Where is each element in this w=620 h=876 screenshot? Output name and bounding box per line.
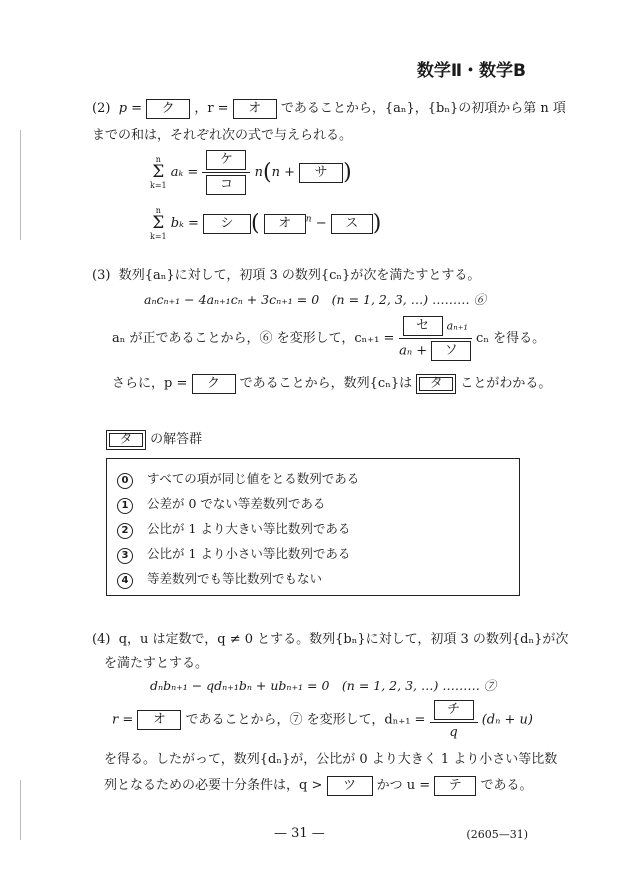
text: q [449, 725, 458, 740]
section-2-line1 [92, 97, 566, 119]
choice-mark: 2 [117, 523, 133, 539]
text: n [254, 165, 263, 180]
section-number: (3) [92, 268, 111, 283]
text: (dₙ + u) [481, 712, 533, 728]
choice-mark: 4 [117, 573, 133, 589]
section-2-line2: までの和は，それぞれ次の式で与えられる。 [92, 128, 353, 143]
answer-box-o[interactable]: オ [264, 214, 306, 234]
sum-a-formula [150, 150, 352, 195]
text: cₙ を得る。 [476, 331, 546, 346]
section-4-line5 [104, 774, 532, 796]
answer-box-ku[interactable]: ク [146, 99, 190, 119]
section-3-line2 [112, 316, 545, 361]
choice-text: 公比が 1 より小さい等比数列である [147, 546, 351, 561]
text: であることから，数列{cₙ}は [239, 376, 413, 391]
choice-item[interactable] [117, 469, 359, 489]
choice-item[interactable] [117, 544, 350, 564]
section-4-line1 [92, 628, 568, 647]
text: である。 [480, 778, 533, 793]
text: ，r = [194, 101, 229, 116]
answer-box-ta[interactable]: タ [416, 374, 456, 394]
left-margin-line [20, 780, 21, 840]
text: であることから，⑦ を変形して，dₙ₊₁ = [185, 712, 426, 728]
answer-box-su[interactable]: ス [331, 214, 373, 234]
fraction [202, 150, 250, 195]
section-3-line3 [112, 372, 551, 394]
choice-text: 公比が 1 より大きい等比数列である [147, 521, 351, 536]
choice-text: 等差数列でも等比数列でもない [147, 571, 323, 586]
answer-box-shi[interactable]: シ [203, 214, 251, 234]
paren: ( [262, 160, 272, 185]
choice-item[interactable] [117, 494, 325, 514]
answer-box-so[interactable]: ソ [431, 341, 471, 361]
text: aₙ + [399, 343, 428, 359]
text: の解答群 [150, 432, 203, 447]
sigma-symbol: n Σ k=1 [150, 155, 167, 190]
text: r = [112, 712, 134, 728]
answer-box-ta: タ [106, 430, 146, 450]
choice-mark: 0 [117, 473, 133, 489]
sum-b-formula [150, 206, 381, 241]
choice-item[interactable] [117, 569, 322, 589]
paren: ( [251, 211, 260, 236]
answer-box-ko[interactable]: コ [206, 175, 246, 195]
section-4-line2: を満たすとする。 [104, 656, 209, 671]
section-3-line1 [92, 264, 480, 283]
answer-box-sa[interactable]: サ [299, 163, 343, 183]
left-margin-line [20, 130, 21, 240]
section-number: (4) [92, 632, 111, 647]
section-number: (2) [92, 101, 111, 116]
answer-group-label [106, 428, 202, 450]
page-header: 数学Ⅱ・数学B [416, 61, 526, 81]
answer-box-te[interactable]: テ [434, 776, 476, 796]
equation-6: aₙcₙ₊₁ − 4aₙ₊₁cₙ + 3cₙ₊₁ = 0 (n = 1, 2, 3, …) ……… ⑥ [144, 292, 487, 307]
text: aₖ = [170, 165, 199, 180]
fraction [399, 316, 472, 361]
text: であることから，{aₙ}，{bₙ}の初項から第 n 項 [280, 101, 566, 116]
text: q，u は定数で，q ≠ 0 とする。数列{bₙ}に対して，初項 3 の数列{dₙ}が次 [118, 632, 569, 647]
text: bₖ = [170, 216, 199, 231]
answer-choices [106, 458, 520, 596]
paren: ) [372, 211, 382, 236]
text: + [284, 165, 295, 180]
answer-box-se[interactable]: セ [403, 316, 443, 336]
answer-box-o[interactable]: オ [137, 710, 181, 730]
text: n [271, 165, 280, 180]
answer-box-chi[interactable]: チ [434, 700, 474, 720]
section-4-line3 [112, 700, 533, 740]
fraction [430, 700, 478, 740]
text: 列となるための必要十分条件は，q > [104, 778, 323, 793]
choice-text: 公差が 0 でない等差数列である [147, 496, 326, 511]
choice-text: すべての項が同じ値をとる数列である [147, 471, 360, 486]
paren: ) [343, 160, 352, 185]
choice-mark: 3 [117, 548, 133, 564]
text: 数列{aₙ}に対して，初項 3 の数列{cₙ}が次を満たすとする。 [118, 268, 481, 283]
answer-box-ku[interactable]: ク [192, 374, 236, 394]
choice-item[interactable] [117, 519, 350, 539]
text: ことがわかる。 [460, 376, 552, 391]
page-number: — 31 — [274, 826, 325, 841]
answer-box-o[interactable]: オ [233, 99, 277, 119]
text: さらに，p = [112, 376, 188, 391]
equation-7: dₙbₙ₊₁ − qdₙ₊₁bₙ + ubₙ₊₁ = 0 (n = 1, 2, 3, …) ……… ⑦ [150, 678, 497, 693]
answer-box-ke[interactable]: ケ [206, 150, 246, 170]
text: aₙ が正であることから，⑥ を変形して，cₙ₊₁ = [112, 331, 395, 346]
choice-mark: 1 [117, 498, 133, 514]
exponent: n [305, 214, 312, 225]
text: aₙ₊₁ [446, 319, 468, 333]
sigma-symbol: n Σ k=1 [150, 206, 167, 241]
text: − [315, 216, 327, 231]
section-4-line4: を得る。したがって，数列{dₙ}が，公比が 0 より大きく 1 より小さい等比数 [104, 752, 558, 767]
text: p = [118, 101, 143, 116]
exam-code: (2605—31) [466, 828, 528, 841]
text: かつ u = [376, 778, 431, 793]
answer-box-tsu[interactable]: ツ [327, 776, 373, 796]
